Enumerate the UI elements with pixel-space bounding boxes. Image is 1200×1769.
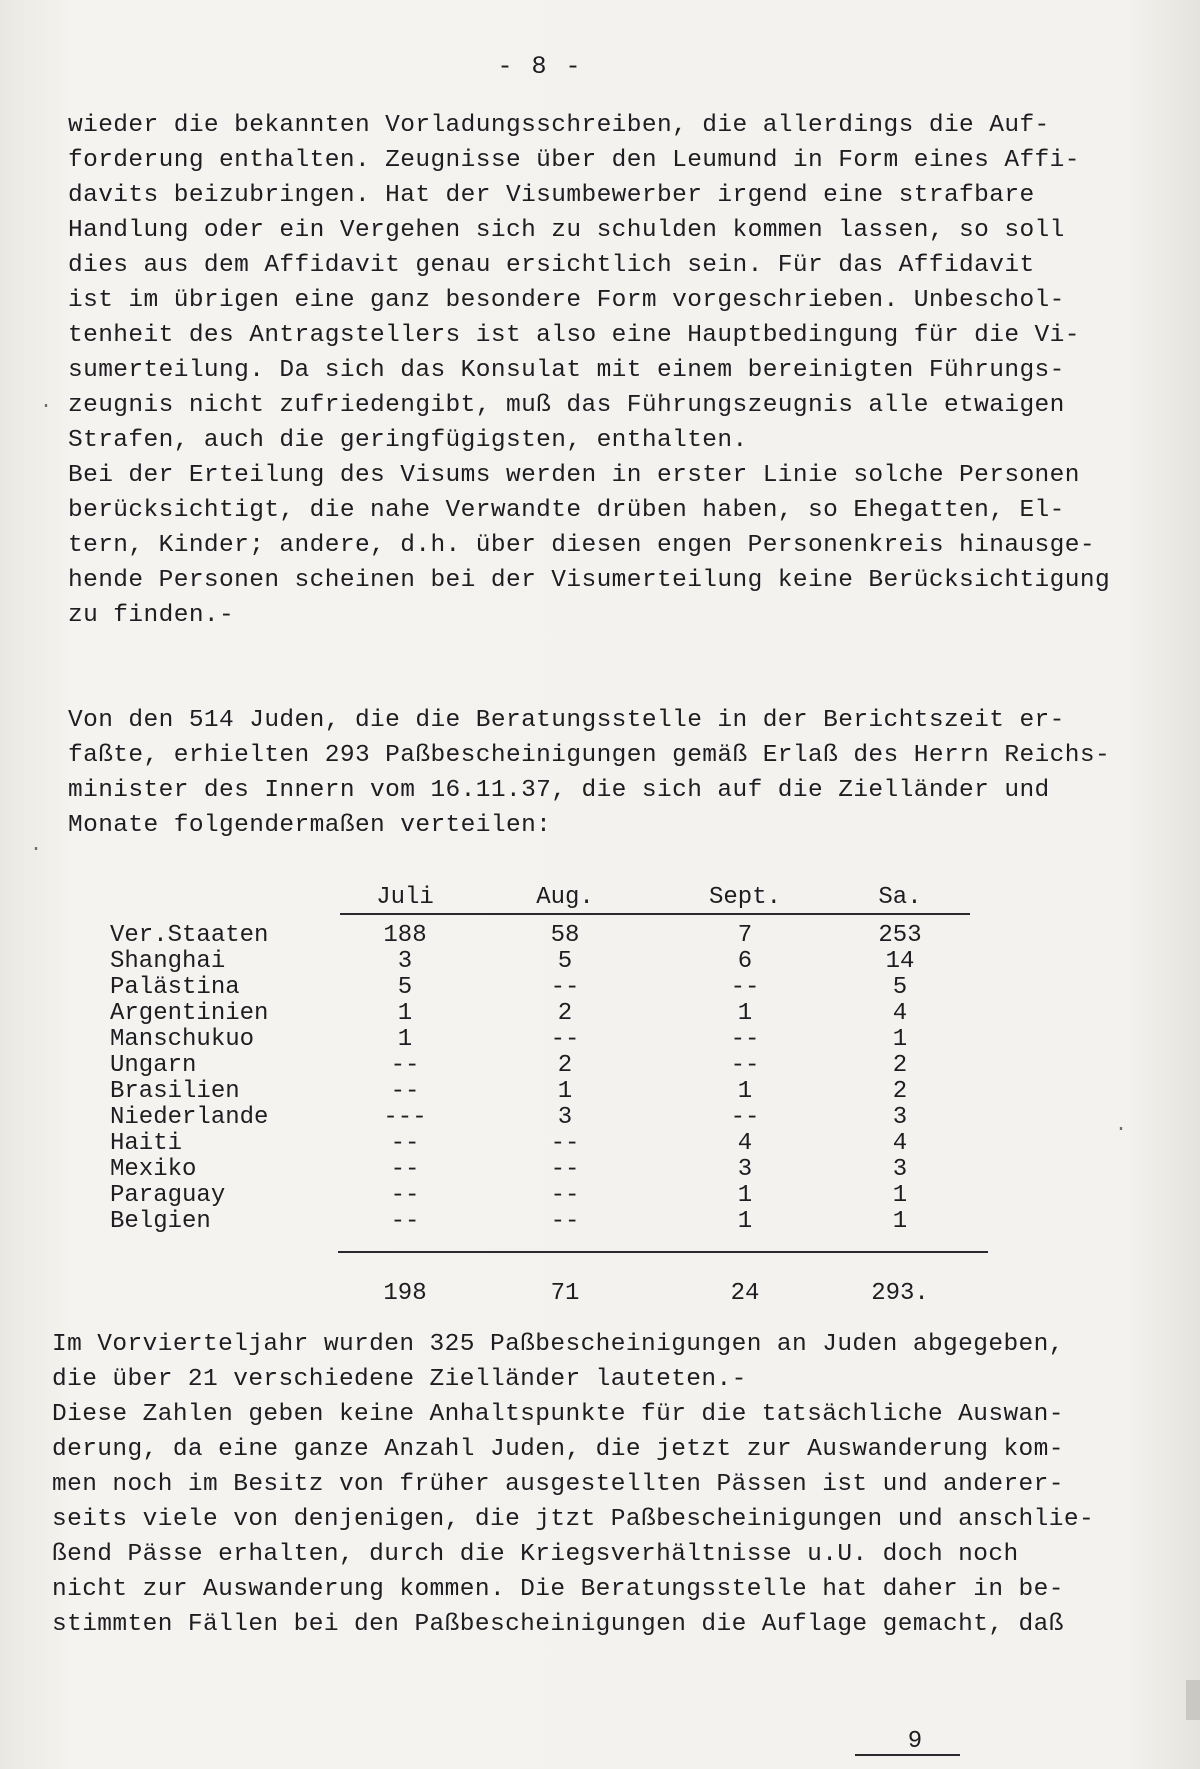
country-name: Brasilien — [110, 1078, 240, 1105]
text-line: Bei der Erteilung des Visums werden in erster Linie solche Personen — [68, 462, 1080, 489]
table-cell: 2 — [892, 1052, 908, 1079]
table-cell: -- — [550, 1156, 580, 1183]
text-line: minister des Innern vom 16.11.37, die sich auf die Zielländer und — [68, 777, 1050, 804]
text-line: tenheit des Antragstellers ist also eine Hauptbedingung für die Vi- — [68, 322, 1080, 349]
country-name: Ungarn — [110, 1052, 197, 1079]
country-name: Niederlande — [110, 1104, 269, 1131]
table-cell: -- — [390, 1208, 420, 1235]
table-cell: 1 — [892, 1208, 908, 1235]
table-cell: 2 — [557, 1052, 573, 1079]
next-page-number: 9 — [907, 1728, 923, 1755]
table-cell: -- — [390, 1052, 420, 1079]
table-cell: 3 — [397, 948, 413, 975]
country-name: Palästina — [110, 974, 240, 1001]
text-line: berücksichtigt, die nahe Verwandte drüben haben, so Ehegatten, El- — [68, 497, 1065, 524]
table-cell: 3 — [892, 1156, 908, 1183]
table-row — [110, 923, 970, 949]
text-line: tern, Kinder; andere, d.h. über diesen engen Personenkreis hinausge- — [68, 532, 1095, 559]
table-row — [110, 1209, 970, 1235]
table-cell: -- — [550, 974, 580, 1001]
table-row — [110, 1131, 970, 1157]
total-aug: 71 — [550, 1280, 580, 1307]
table-cell: 1 — [737, 1208, 753, 1235]
column-header-juli: Juli — [340, 883, 470, 914]
footer-rule — [855, 1754, 960, 1756]
text-line: nicht zur Auswanderung kommen. Die Beratungsstelle hat daher in be- — [52, 1576, 1064, 1603]
country-name: Shanghai — [110, 948, 226, 975]
table-cell: 2 — [892, 1078, 908, 1105]
table-cell: -- — [550, 1026, 580, 1053]
text-line: Strafen, auch die geringfügigsten, enthalten. — [68, 427, 748, 454]
text-line: Von den 514 Juden, die die Beratungsstelle in der Berichtszeit er- — [68, 707, 1065, 734]
table-cell: 58 — [550, 922, 580, 949]
paragraph-emigration-notes — [52, 1327, 1132, 1642]
table-cell: 4 — [737, 1130, 753, 1157]
table-row — [110, 975, 970, 1001]
table-cell: -- — [390, 1078, 420, 1105]
table-row — [110, 1105, 970, 1131]
table-cell: 6 — [737, 948, 753, 975]
text-line: davits beizubringen. Hat der Visumbewerber irgend eine strafbare — [68, 182, 1035, 209]
text-line: ßend Pässe erhalten, durch die Kriegsverhältnisse u.U. doch noch — [52, 1541, 1019, 1568]
table-row — [110, 1001, 970, 1027]
text-line: hende Personen scheinen bei der Visumerteilung keine Berücksichtigung — [68, 567, 1111, 594]
text-line: wieder die bekannten Vorladungsschreiben, die allerdings die Auf- — [68, 112, 1050, 139]
table-cell: 1 — [892, 1182, 908, 1209]
table-row — [110, 1079, 970, 1105]
table-cell: 2 — [557, 1000, 573, 1027]
paragraph-visa-requirements — [68, 108, 1148, 633]
table-cell: 5 — [557, 948, 573, 975]
table-cell: 5 — [397, 974, 413, 1001]
text-line: Handlung oder ein Vergehen sich zu schulden kommen lassen, so soll — [68, 217, 1065, 244]
page-number: - 8 - — [497, 52, 583, 81]
text-line: derung, da eine ganze Anzahl Juden, die jetzt zur Auswanderung kom- — [52, 1436, 1064, 1463]
table-row — [110, 1027, 970, 1053]
text-line: sumerteilung. Da sich das Konsulat mit einem bereinigten Führungs- — [68, 357, 1065, 384]
paper-speck: · — [30, 838, 43, 861]
column-header-aug: Aug. — [470, 883, 660, 914]
table-cell: 3 — [737, 1156, 753, 1183]
text-line: zeugnis nicht zufriedengibt, muß das Führungszeugnis alle etwaigen — [68, 392, 1065, 419]
text-line: stimmten Fällen bei den Paßbescheinigungen die Auflage gemacht, daß — [52, 1611, 1064, 1638]
country-name: Manschukuo — [110, 1026, 255, 1053]
column-header-sa: Sa. — [830, 883, 970, 914]
table-cell: -- — [390, 1156, 420, 1183]
table-cell: 1 — [397, 1026, 413, 1053]
table-cell: 188 — [383, 922, 427, 949]
country-name: Belgien — [110, 1208, 211, 1235]
text-line: zu finden.- — [68, 602, 235, 629]
paper-speck: · — [1115, 1118, 1128, 1141]
table-cell: 1 — [737, 1182, 753, 1209]
column-header-sept: Sept. — [660, 883, 830, 914]
table-cell: 1 — [737, 1078, 753, 1105]
table-cell: -- — [550, 1130, 580, 1157]
text-line: Im Vorvierteljahr wurden 325 Paßbescheinigungen an Juden abgegeben, — [52, 1331, 1064, 1358]
paper-edge-shadow — [1186, 1680, 1200, 1720]
table-cell: 14 — [885, 948, 915, 975]
paragraph-pass-certificates — [68, 703, 1148, 843]
table-cell: 5 — [892, 974, 908, 1001]
table-sum-rule — [338, 1251, 988, 1253]
country-name: Paraguay — [110, 1182, 226, 1209]
table-cell: 253 — [878, 922, 922, 949]
table-cell: 3 — [892, 1104, 908, 1131]
text-line: ist im übrigen eine ganz besondere Form vorgeschrieben. Unbeschol- — [68, 287, 1065, 314]
table-totals-row — [0, 1280, 1200, 1310]
table-cell: --- — [383, 1104, 427, 1131]
destination-statistics-table — [110, 883, 970, 1235]
table-row — [110, 1183, 970, 1209]
text-line: forderung enthalten. Zeugnisse über den Leumund in Form eines Affi- — [68, 147, 1080, 174]
table-cell: 7 — [737, 922, 753, 949]
table-cell: 1 — [557, 1078, 573, 1105]
table-header-row — [110, 883, 970, 914]
table-cell: 4 — [892, 1130, 908, 1157]
table-cell: -- — [730, 1104, 760, 1131]
country-name: Argentinien — [110, 1000, 269, 1027]
table-cell: 1 — [397, 1000, 413, 1027]
text-line: dies aus dem Affidavit genau ersichtlich sein. Für das Affidavit — [68, 252, 1035, 279]
table-header-spacer — [110, 883, 340, 914]
paper-speck: · — [40, 395, 53, 418]
total-juli: 198 — [383, 1280, 427, 1307]
table-cell: -- — [730, 1026, 760, 1053]
table-cell: 1 — [737, 1000, 753, 1027]
table-row — [110, 1157, 970, 1183]
table-row — [110, 949, 970, 975]
table-cell: -- — [550, 1182, 580, 1209]
table-cell: -- — [550, 1208, 580, 1235]
text-line: seits viele von denjenigen, die jtzt Paßbescheinigungen und anschlie- — [52, 1506, 1095, 1533]
table-row — [110, 1053, 970, 1079]
table-cell: -- — [730, 1052, 760, 1079]
table-cell: -- — [390, 1130, 420, 1157]
table-cell: 3 — [557, 1104, 573, 1131]
country-name: Haiti — [110, 1130, 183, 1157]
table-cell: -- — [390, 1182, 420, 1209]
country-name: Ver.Staaten — [110, 922, 269, 949]
country-name: Mexiko — [110, 1156, 197, 1183]
total-sa: 293. — [871, 1280, 929, 1307]
total-sept: 24 — [730, 1280, 760, 1307]
text-line: faßte, erhielten 293 Paßbescheinigungen gemäß Erlaß des Herrn Reichs- — [68, 742, 1111, 769]
text-line: Diese Zahlen geben keine Anhaltspunkte für die tatsächliche Auswan- — [52, 1401, 1064, 1428]
table-cell: 1 — [892, 1026, 908, 1053]
text-line: Monate folgendermaßen verteilen: — [68, 812, 552, 839]
text-line: men noch im Besitz von früher ausgestellten Pässen ist und anderer- — [52, 1471, 1064, 1498]
table-cell: 4 — [892, 1000, 908, 1027]
text-line: die über 21 verschiedene Zielländer lauteten.- — [52, 1366, 747, 1393]
table-cell: -- — [730, 974, 760, 1001]
